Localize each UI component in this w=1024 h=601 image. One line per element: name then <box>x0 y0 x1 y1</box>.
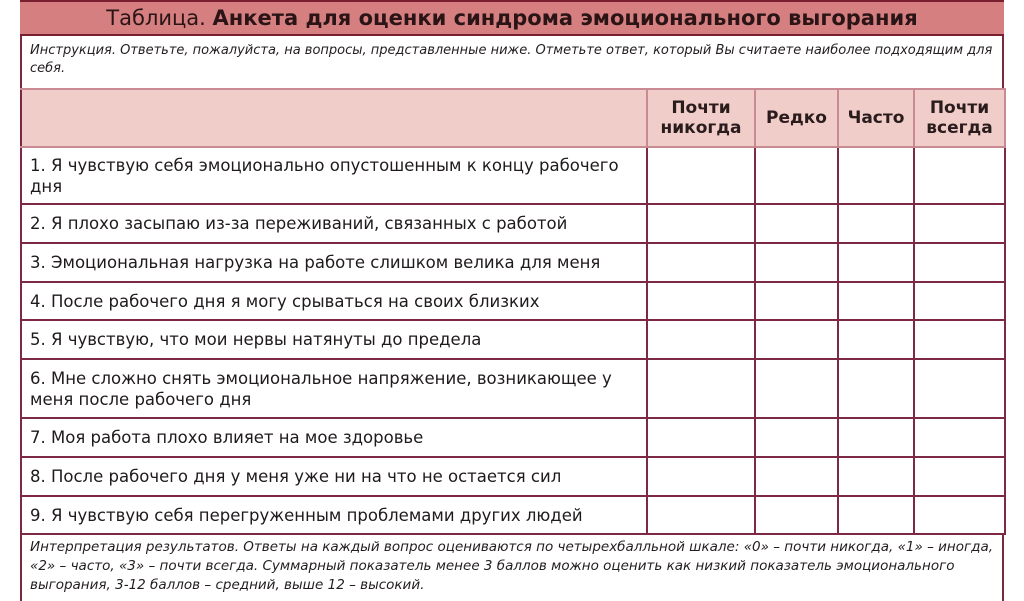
answer-cell-almost-never[interactable] <box>647 359 755 418</box>
answer-cell-often[interactable] <box>838 418 914 457</box>
answer-cell-almost-never[interactable] <box>647 147 755 204</box>
table-title <box>20 0 1004 36</box>
answer-cell-almost-never[interactable] <box>647 204 755 243</box>
answer-cell-often[interactable] <box>838 496 914 534</box>
table-row <box>21 243 1005 282</box>
table-row <box>21 320 1005 359</box>
answer-cell-rarely[interactable] <box>755 359 838 418</box>
answer-cell-rarely[interactable] <box>755 243 838 282</box>
question-text: 3. Эмоциональная нагрузка на работе слишком велика для меня <box>21 243 647 282</box>
answer-cell-often[interactable] <box>838 243 914 282</box>
question-text: 7. Моя работа плохо влияет на мое здоровье <box>21 418 647 457</box>
answer-cell-rarely[interactable] <box>755 320 838 359</box>
answer-cell-almost-never[interactable] <box>647 282 755 320</box>
answer-cell-almost-never[interactable] <box>647 418 755 457</box>
answer-cell-almost-always[interactable] <box>914 204 1005 243</box>
answer-cell-almost-always[interactable] <box>914 496 1005 534</box>
question-text: 2. Я плохо засыпаю из-за переживаний, связанных с работой <box>21 204 647 243</box>
header-row <box>21 89 1005 147</box>
answer-cell-often[interactable] <box>838 147 914 204</box>
header-almost-never: Почти никогда <box>647 89 755 147</box>
title-prefix: Таблица. <box>106 6 206 30</box>
header-almost-always: Почти всегда <box>914 89 1005 147</box>
answer-cell-almost-always[interactable] <box>914 320 1005 359</box>
answer-cell-rarely[interactable] <box>755 418 838 457</box>
answer-cell-rarely[interactable] <box>755 282 838 320</box>
answer-cell-often[interactable] <box>838 204 914 243</box>
table-row <box>21 282 1005 320</box>
question-text: 8. После рабочего дня у меня уже ни на что не остается сил <box>21 457 647 496</box>
instruction-text: Инструкция. Ответьте, пожалуйста, на вопросы, представленные ниже. Отметьте ответ, который Вы считаете наиболее подходящим для себя. <box>20 36 1004 88</box>
header-often: Часто <box>838 89 914 147</box>
title-main: Анкета для оценки синдрома эмоционального выгорания <box>212 6 918 30</box>
table-row <box>21 359 1005 418</box>
answer-cell-almost-never[interactable] <box>647 457 755 496</box>
table-row <box>21 496 1005 534</box>
question-text: 4. После рабочего дня я могу срываться на своих близких <box>21 282 647 320</box>
header-rarely: Редко <box>755 89 838 147</box>
answer-cell-rarely[interactable] <box>755 147 838 204</box>
table-row <box>21 147 1005 204</box>
answer-cell-almost-always[interactable] <box>914 243 1005 282</box>
header-question <box>21 89 647 147</box>
question-text: 6. Мне сложно снять эмоциональное напряжение, возникающее у меня после рабочего дня <box>21 359 647 418</box>
answer-cell-almost-always[interactable] <box>914 418 1005 457</box>
answer-cell-often[interactable] <box>838 320 914 359</box>
answer-cell-rarely[interactable] <box>755 496 838 534</box>
answer-cell-almost-always[interactable] <box>914 147 1005 204</box>
question-text: 9. Я чувствую себя перегруженным проблемами других людей <box>21 496 647 534</box>
answer-cell-almost-never[interactable] <box>647 496 755 534</box>
answer-cell-almost-never[interactable] <box>647 243 755 282</box>
answer-cell-rarely[interactable] <box>755 204 838 243</box>
table-row <box>21 204 1005 243</box>
answer-cell-often[interactable] <box>838 359 914 418</box>
question-text: 1. Я чувствую себя эмоционально опустошенным к концу рабочего дня <box>21 147 647 204</box>
answer-cell-often[interactable] <box>838 282 914 320</box>
answer-cell-almost-always[interactable] <box>914 359 1005 418</box>
interpretation-text: Интерпретация результатов. Ответы на каждый вопрос оцениваются по четырехбалльной шкале: «0» – почти никогда, «1» – иногда, «2» – часто, «3» – почти всегда. Суммарный показатель менее 3 баллов можно оценить как низкий показатель эмоционального выгорания, 3-12 баллов – средний, выше 12 – высокий. <box>20 533 1004 601</box>
answer-cell-almost-never[interactable] <box>647 320 755 359</box>
answer-cell-almost-always[interactable] <box>914 282 1005 320</box>
answer-cell-often[interactable] <box>838 457 914 496</box>
table-row <box>21 457 1005 496</box>
answer-cell-rarely[interactable] <box>755 457 838 496</box>
table-row <box>21 418 1005 457</box>
answer-cell-almost-always[interactable] <box>914 457 1005 496</box>
questionnaire-table <box>20 88 1006 535</box>
question-text: 5. Я чувствую, что мои нервы натянуты до предела <box>21 320 647 359</box>
